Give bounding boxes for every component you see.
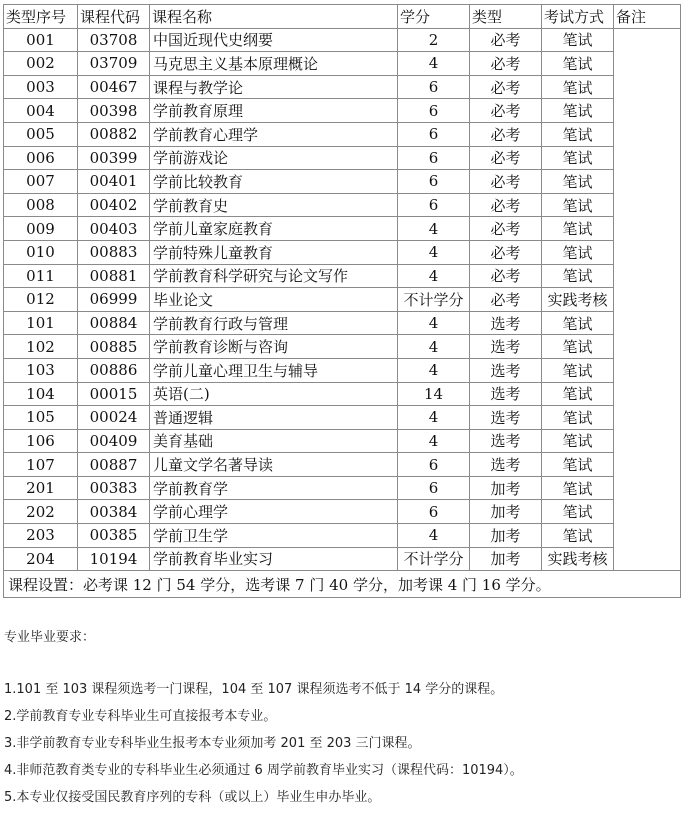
cell-credit: 6 — [398, 453, 470, 477]
cell-name: 中国近现代史纲要 — [150, 28, 398, 52]
cell-seq: 102 — [4, 335, 78, 359]
cell-credit: 4 — [398, 406, 470, 430]
requirement-item: 5.本专业仅接受国民教育序列的专科（或以上）毕业生申办毕业。 — [4, 790, 381, 805]
cell-exam: 笔试 — [542, 500, 614, 524]
cell-code: 00884 — [78, 311, 150, 335]
table-row — [4, 453, 681, 477]
requirements-heading: 专业毕业要求： — [4, 630, 96, 645]
cell-code: 03708 — [78, 28, 150, 52]
requirement-item: 4.非师范教育类专业的专科毕业生必须通过 6 周学前教育毕业实习（课程代码：10194）。 — [4, 763, 523, 778]
cell-exam: 笔试 — [542, 264, 614, 288]
cell-seq: 007 — [4, 170, 78, 194]
header-remark: 备注 — [614, 5, 681, 29]
cell-code: 00384 — [78, 500, 150, 524]
cell-exam: 笔试 — [542, 52, 614, 76]
cell-type: 必考 — [470, 99, 542, 123]
cell-seq: 103 — [4, 358, 78, 382]
table-row — [4, 476, 681, 500]
cell-seq: 011 — [4, 264, 78, 288]
cell-seq: 003 — [4, 75, 78, 99]
cell-exam: 笔试 — [542, 358, 614, 382]
cell-type: 加考 — [470, 476, 542, 500]
cell-seq: 004 — [4, 99, 78, 123]
cell-credit: 2 — [398, 28, 470, 52]
table-row — [4, 382, 681, 406]
cell-name: 学前儿童家庭教育 — [150, 217, 398, 241]
cell-type: 必考 — [470, 217, 542, 241]
cell-credit: 不计学分 — [398, 547, 470, 571]
cell-name: 学前教育原理 — [150, 99, 398, 123]
table-row — [4, 358, 681, 382]
cell-name: 英语(二) — [150, 382, 398, 406]
cell-credit: 4 — [398, 264, 470, 288]
cell-code: 00024 — [78, 406, 150, 430]
cell-type: 加考 — [470, 547, 542, 571]
cell-code: 03709 — [78, 52, 150, 76]
cell-seq: 101 — [4, 311, 78, 335]
cell-type: 加考 — [470, 500, 542, 524]
cell-exam: 笔试 — [542, 217, 614, 241]
requirement-item: 2.学前教育专业专科毕业生可直接报考本专业。 — [4, 709, 277, 724]
cell-seq: 204 — [4, 547, 78, 571]
cell-name: 毕业论文 — [150, 288, 398, 312]
cell-name: 学前卫生学 — [150, 524, 398, 548]
cell-code: 00881 — [78, 264, 150, 288]
cell-credit: 4 — [398, 311, 470, 335]
cell-code: 00467 — [78, 75, 150, 99]
header-seq: 类型序号 — [4, 5, 78, 29]
cell-seq: 107 — [4, 453, 78, 477]
cell-type: 必考 — [470, 264, 542, 288]
course-summary: 课程设置：必考课 12 门 54 学分，选考课 7 门 40 学分，加考课 4 门 16 学分。 — [4, 571, 681, 598]
cell-credit: 6 — [398, 476, 470, 500]
summary-row — [4, 571, 681, 598]
header-code: 课程代码 — [78, 5, 150, 29]
table-row — [4, 524, 681, 548]
cell-code: 00402 — [78, 193, 150, 217]
table-row — [4, 122, 681, 146]
cell-type: 必考 — [470, 193, 542, 217]
table-row — [4, 99, 681, 123]
table-header-row — [4, 5, 681, 29]
cell-credit: 4 — [398, 335, 470, 359]
cell-code: 00015 — [78, 382, 150, 406]
cell-type: 必考 — [470, 170, 542, 194]
table-row — [4, 217, 681, 241]
cell-type: 选考 — [470, 429, 542, 453]
cell-exam: 笔试 — [542, 28, 614, 52]
cell-code: 00882 — [78, 122, 150, 146]
cell-exam: 笔试 — [542, 406, 614, 430]
cell-type: 必考 — [470, 75, 542, 99]
cell-code: 06999 — [78, 288, 150, 312]
cell-exam: 笔试 — [542, 429, 614, 453]
table-row — [4, 193, 681, 217]
cell-credit: 6 — [398, 170, 470, 194]
cell-seq: 002 — [4, 52, 78, 76]
cell-exam: 实践考核 — [542, 288, 614, 312]
cell-exam: 笔试 — [542, 382, 614, 406]
cell-type: 必考 — [470, 28, 542, 52]
cell-code: 00398 — [78, 99, 150, 123]
cell-exam: 笔试 — [542, 453, 614, 477]
cell-type: 选考 — [470, 358, 542, 382]
table-row — [4, 146, 681, 170]
table-row — [4, 547, 681, 571]
cell-seq: 203 — [4, 524, 78, 548]
cell-name: 学前教育行政与管理 — [150, 311, 398, 335]
cell-name: 马克思主义基本原理概论 — [150, 52, 398, 76]
cell-code: 00385 — [78, 524, 150, 548]
cell-seq: 105 — [4, 406, 78, 430]
cell-code: 00401 — [78, 170, 150, 194]
cell-name: 学前教育史 — [150, 193, 398, 217]
cell-credit: 不计学分 — [398, 288, 470, 312]
cell-type: 选考 — [470, 453, 542, 477]
cell-seq: 201 — [4, 476, 78, 500]
cell-exam: 笔试 — [542, 476, 614, 500]
cell-credit: 14 — [398, 382, 470, 406]
cell-exam: 笔试 — [542, 524, 614, 548]
cell-code: 00399 — [78, 146, 150, 170]
table-row — [4, 28, 681, 52]
cell-name: 学前教育心理学 — [150, 122, 398, 146]
cell-type: 选考 — [470, 311, 542, 335]
cell-code: 00409 — [78, 429, 150, 453]
header-exam: 考试方式 — [542, 5, 614, 29]
cell-exam: 笔试 — [542, 193, 614, 217]
cell-seq: 009 — [4, 217, 78, 241]
header-type: 类型 — [470, 5, 542, 29]
cell-seq: 202 — [4, 500, 78, 524]
table-row — [4, 288, 681, 312]
cell-exam: 笔试 — [542, 170, 614, 194]
cell-name: 学前特殊儿童教育 — [150, 240, 398, 264]
cell-name: 学前游戏论 — [150, 146, 398, 170]
cell-exam: 笔试 — [542, 335, 614, 359]
cell-name: 学前教育学 — [150, 476, 398, 500]
cell-name: 儿童文学名著导读 — [150, 453, 398, 477]
cell-exam: 实践考核 — [542, 547, 614, 571]
cell-name: 美育基础 — [150, 429, 398, 453]
course-table — [3, 4, 681, 598]
cell-credit: 6 — [398, 500, 470, 524]
cell-exam: 笔试 — [542, 122, 614, 146]
cell-seq: 001 — [4, 28, 78, 52]
cell-code: 00885 — [78, 335, 150, 359]
cell-credit: 6 — [398, 99, 470, 123]
cell-credit: 4 — [398, 217, 470, 241]
cell-seq: 010 — [4, 240, 78, 264]
table-row — [4, 335, 681, 359]
cell-credit: 6 — [398, 122, 470, 146]
cell-type: 必考 — [470, 288, 542, 312]
cell-credit: 4 — [398, 429, 470, 453]
cell-exam: 笔试 — [542, 311, 614, 335]
cell-code: 10194 — [78, 547, 150, 571]
cell-name: 学前儿童心理卫生与辅导 — [150, 358, 398, 382]
cell-credit: 4 — [398, 358, 470, 382]
cell-credit: 4 — [398, 52, 470, 76]
cell-type: 必考 — [470, 240, 542, 264]
cell-seq: 104 — [4, 382, 78, 406]
cell-name: 学前心理学 — [150, 500, 398, 524]
header-name: 课程名称 — [150, 5, 398, 29]
cell-code: 00403 — [78, 217, 150, 241]
cell-exam: 笔试 — [542, 99, 614, 123]
cell-seq: 012 — [4, 288, 78, 312]
cell-code: 00886 — [78, 358, 150, 382]
cell-code: 00383 — [78, 476, 150, 500]
cell-exam: 笔试 — [542, 146, 614, 170]
cell-exam: 笔试 — [542, 240, 614, 264]
course-table-body — [4, 28, 681, 598]
cell-credit: 4 — [398, 524, 470, 548]
cell-credit: 6 — [398, 75, 470, 99]
cell-type: 选考 — [470, 382, 542, 406]
cell-seq: 008 — [4, 193, 78, 217]
cell-name: 学前教育毕业实习 — [150, 547, 398, 571]
table-row — [4, 170, 681, 194]
table-row — [4, 75, 681, 99]
cell-type: 必考 — [470, 122, 542, 146]
cell-seq: 006 — [4, 146, 78, 170]
cell-seq: 106 — [4, 429, 78, 453]
cell-credit: 4 — [398, 240, 470, 264]
requirement-item: 1.101 至 103 课程须选考一门课程，104 至 107 课程须选考不低于 14 学分的课程。 — [4, 682, 504, 697]
table-row — [4, 264, 681, 288]
cell-seq: 005 — [4, 122, 78, 146]
requirement-item: 3.非学前教育专业专科毕业生报考本专业须加考 201 至 203 三门课程。 — [4, 736, 421, 751]
graduation-requirements — [4, 628, 680, 815]
cell-code: 00883 — [78, 240, 150, 264]
cell-credit: 6 — [398, 146, 470, 170]
cell-name: 学前教育科学研究与论文写作 — [150, 264, 398, 288]
cell-type: 必考 — [470, 146, 542, 170]
table-row — [4, 500, 681, 524]
table-row — [4, 406, 681, 430]
cell-exam: 笔试 — [542, 75, 614, 99]
cell-name: 学前比较教育 — [150, 170, 398, 194]
table-row — [4, 240, 681, 264]
cell-type: 加考 — [470, 524, 542, 548]
cell-type: 选考 — [470, 335, 542, 359]
header-credit: 学分 — [398, 5, 470, 29]
table-row — [4, 52, 681, 76]
cell-name: 学前教育诊断与咨询 — [150, 335, 398, 359]
table-row — [4, 429, 681, 453]
cell-code: 00887 — [78, 453, 150, 477]
table-row — [4, 311, 681, 335]
cell-type: 必考 — [470, 52, 542, 76]
cell-name: 课程与教学论 — [150, 75, 398, 99]
cell-name: 普通逻辑 — [150, 406, 398, 430]
cell-remark — [614, 28, 681, 571]
cell-type: 选考 — [470, 406, 542, 430]
cell-credit: 6 — [398, 193, 470, 217]
